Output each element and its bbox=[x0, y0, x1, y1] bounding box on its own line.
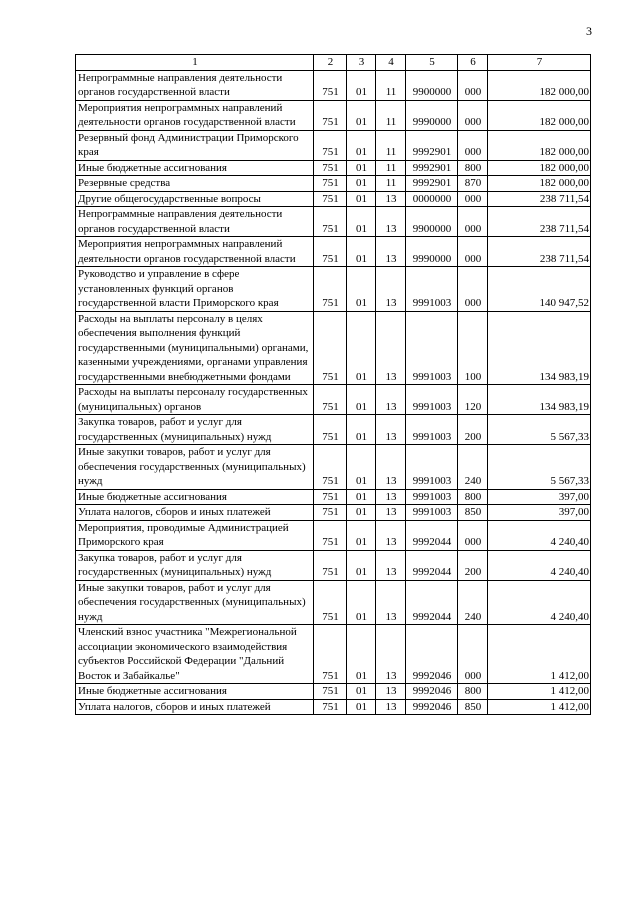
table-row bbox=[76, 176, 591, 192]
row-expense-type-cell: 850 bbox=[458, 505, 488, 521]
table-row bbox=[76, 191, 591, 207]
row-target-cell: 9992046 bbox=[406, 699, 458, 715]
row-name-cell: Уплата налогов, сборов и иных платежей bbox=[76, 699, 314, 715]
row-code-cell: 751 bbox=[314, 520, 347, 550]
row-subsection-cell: 13 bbox=[376, 489, 406, 505]
row-subsection-cell: 13 bbox=[376, 684, 406, 700]
row-target-cell: 9991003 bbox=[406, 505, 458, 521]
table-row bbox=[76, 100, 591, 130]
row-amount-cell: 134 983,19 bbox=[488, 311, 591, 385]
row-amount-cell: 1 412,00 bbox=[488, 625, 591, 684]
row-code-cell: 751 bbox=[314, 580, 347, 625]
row-section-cell: 01 bbox=[347, 311, 376, 385]
row-section-cell: 01 bbox=[347, 70, 376, 100]
row-subsection-cell: 13 bbox=[376, 415, 406, 445]
row-code-cell: 751 bbox=[314, 415, 347, 445]
table-row bbox=[76, 207, 591, 237]
row-subsection-cell: 11 bbox=[376, 130, 406, 160]
row-section-cell: 01 bbox=[347, 191, 376, 207]
row-target-cell: 9991003 bbox=[406, 311, 458, 385]
row-target-cell: 9992046 bbox=[406, 625, 458, 684]
row-amount-cell: 182 000,00 bbox=[488, 130, 591, 160]
row-name-cell: Иные бюджетные ассигнования bbox=[76, 489, 314, 505]
column-header: 5 bbox=[406, 55, 458, 71]
row-amount-cell: 238 711,54 bbox=[488, 237, 591, 267]
column-header: 1 bbox=[76, 55, 314, 71]
row-target-cell: 9991003 bbox=[406, 267, 458, 312]
row-expense-type-cell: 000 bbox=[458, 625, 488, 684]
row-section-cell: 01 bbox=[347, 100, 376, 130]
row-target-cell: 9991003 bbox=[406, 385, 458, 415]
row-subsection-cell: 13 bbox=[376, 311, 406, 385]
row-target-cell: 9992044 bbox=[406, 550, 458, 580]
row-name-cell: Руководство и управление в сфере установленных функций органов государственной власти Приморского края bbox=[76, 267, 314, 312]
page-number: 3 bbox=[586, 24, 592, 38]
row-target-cell: 9991003 bbox=[406, 445, 458, 490]
row-expense-type-cell: 200 bbox=[458, 550, 488, 580]
row-name-cell: Мероприятия непрограммных направлений деятельности органов государственной власти bbox=[76, 237, 314, 267]
row-expense-type-cell: 870 bbox=[458, 176, 488, 192]
row-section-cell: 01 bbox=[347, 520, 376, 550]
table-row bbox=[76, 445, 591, 490]
row-expense-type-cell: 850 bbox=[458, 699, 488, 715]
column-header: 4 bbox=[376, 55, 406, 71]
row-subsection-cell: 11 bbox=[376, 176, 406, 192]
row-subsection-cell: 13 bbox=[376, 550, 406, 580]
row-expense-type-cell: 120 bbox=[458, 385, 488, 415]
row-code-cell: 751 bbox=[314, 684, 347, 700]
row-name-cell: Расходы на выплаты персоналу в целях обеспечения выполнения функций государственными (муниципальными) органами, казенными учреждениями, органами управления государственными внебюджетными фондами bbox=[76, 311, 314, 385]
row-section-cell: 01 bbox=[347, 625, 376, 684]
table-row bbox=[76, 550, 591, 580]
row-code-cell: 751 bbox=[314, 176, 347, 192]
row-name-cell: Иные бюджетные ассигнования bbox=[76, 684, 314, 700]
row-target-cell: 9991003 bbox=[406, 489, 458, 505]
row-subsection-cell: 11 bbox=[376, 70, 406, 100]
row-amount-cell: 5 567,33 bbox=[488, 415, 591, 445]
row-expense-type-cell: 000 bbox=[458, 191, 488, 207]
row-code-cell: 751 bbox=[314, 445, 347, 490]
row-name-cell: Закупка товаров, работ и услуг для государственных (муниципальных) нужд bbox=[76, 415, 314, 445]
row-target-cell: 9990000 bbox=[406, 100, 458, 130]
table-row bbox=[76, 415, 591, 445]
row-expense-type-cell: 100 bbox=[458, 311, 488, 385]
row-code-cell: 751 bbox=[314, 237, 347, 267]
row-subsection-cell: 11 bbox=[376, 100, 406, 130]
row-section-cell: 01 bbox=[347, 130, 376, 160]
row-amount-cell: 182 000,00 bbox=[488, 100, 591, 130]
row-code-cell: 751 bbox=[314, 100, 347, 130]
table-row bbox=[76, 520, 591, 550]
row-section-cell: 01 bbox=[347, 445, 376, 490]
table-row bbox=[76, 267, 591, 312]
row-name-cell: Иные бюджетные ассигнования bbox=[76, 160, 314, 176]
table-header-row bbox=[76, 55, 591, 71]
table-row bbox=[76, 70, 591, 100]
table-row bbox=[76, 130, 591, 160]
row-section-cell: 01 bbox=[347, 237, 376, 267]
row-target-cell: 9900000 bbox=[406, 207, 458, 237]
row-amount-cell: 4 240,40 bbox=[488, 520, 591, 550]
row-name-cell: Непрограммные направления деятельности органов государственной власти bbox=[76, 70, 314, 100]
row-name-cell: Иные закупки товаров, работ и услуг для обеспечения государственных (муниципальных) нужд bbox=[76, 580, 314, 625]
row-expense-type-cell: 240 bbox=[458, 445, 488, 490]
row-name-cell: Другие общегосударственные вопросы bbox=[76, 191, 314, 207]
row-name-cell: Резервные средства bbox=[76, 176, 314, 192]
row-name-cell: Мероприятия, проводимые Администрацией Приморского края bbox=[76, 520, 314, 550]
row-subsection-cell: 13 bbox=[376, 625, 406, 684]
row-section-cell: 01 bbox=[347, 580, 376, 625]
row-code-cell: 751 bbox=[314, 160, 347, 176]
row-subsection-cell: 13 bbox=[376, 385, 406, 415]
column-header: 3 bbox=[347, 55, 376, 71]
table-row bbox=[76, 311, 591, 385]
row-amount-cell: 238 711,54 bbox=[488, 191, 591, 207]
row-target-cell: 9992044 bbox=[406, 580, 458, 625]
table-row bbox=[76, 505, 591, 521]
table-row bbox=[76, 489, 591, 505]
row-section-cell: 01 bbox=[347, 160, 376, 176]
row-section-cell: 01 bbox=[347, 267, 376, 312]
row-section-cell: 01 bbox=[347, 505, 376, 521]
row-code-cell: 751 bbox=[314, 311, 347, 385]
row-subsection-cell: 13 bbox=[376, 207, 406, 237]
row-code-cell: 751 bbox=[314, 489, 347, 505]
row-expense-type-cell: 000 bbox=[458, 207, 488, 237]
row-code-cell: 751 bbox=[314, 130, 347, 160]
row-amount-cell: 238 711,54 bbox=[488, 207, 591, 237]
row-target-cell: 9992901 bbox=[406, 176, 458, 192]
row-name-cell: Закупка товаров, работ и услуг для государственных (муниципальных) нужд bbox=[76, 550, 314, 580]
row-amount-cell: 182 000,00 bbox=[488, 160, 591, 176]
row-code-cell: 751 bbox=[314, 267, 347, 312]
row-expense-type-cell: 800 bbox=[458, 684, 488, 700]
table-row bbox=[76, 237, 591, 267]
row-subsection-cell: 13 bbox=[376, 445, 406, 490]
row-name-cell: Непрограммные направления деятельности органов государственной власти bbox=[76, 207, 314, 237]
row-section-cell: 01 bbox=[347, 415, 376, 445]
table-row bbox=[76, 625, 591, 684]
row-amount-cell: 134 983,19 bbox=[488, 385, 591, 415]
row-amount-cell: 4 240,40 bbox=[488, 580, 591, 625]
row-amount-cell: 1 412,00 bbox=[488, 699, 591, 715]
row-amount-cell: 397,00 bbox=[488, 489, 591, 505]
row-section-cell: 01 bbox=[347, 489, 376, 505]
row-code-cell: 751 bbox=[314, 699, 347, 715]
row-subsection-cell: 13 bbox=[376, 520, 406, 550]
row-target-cell: 9992901 bbox=[406, 130, 458, 160]
row-section-cell: 01 bbox=[347, 207, 376, 237]
row-target-cell: 9992046 bbox=[406, 684, 458, 700]
row-target-cell: 9990000 bbox=[406, 237, 458, 267]
row-name-cell: Иные закупки товаров, работ и услуг для обеспечения государственных (муниципальных) нужд bbox=[76, 445, 314, 490]
row-section-cell: 01 bbox=[347, 385, 376, 415]
row-subsection-cell: 13 bbox=[376, 191, 406, 207]
row-amount-cell: 4 240,40 bbox=[488, 550, 591, 580]
row-expense-type-cell: 000 bbox=[458, 130, 488, 160]
row-amount-cell: 182 000,00 bbox=[488, 176, 591, 192]
row-name-cell: Мероприятия непрограммных направлений деятельности органов государственной власти bbox=[76, 100, 314, 130]
row-target-cell: 9900000 bbox=[406, 70, 458, 100]
row-target-cell: 9991003 bbox=[406, 415, 458, 445]
row-section-cell: 01 bbox=[347, 550, 376, 580]
row-amount-cell: 182 000,00 bbox=[488, 70, 591, 100]
table-row bbox=[76, 385, 591, 415]
table-row bbox=[76, 684, 591, 700]
table-row bbox=[76, 699, 591, 715]
row-subsection-cell: 13 bbox=[376, 237, 406, 267]
row-subsection-cell: 11 bbox=[376, 160, 406, 176]
row-name-cell: Уплата налогов, сборов и иных платежей bbox=[76, 505, 314, 521]
row-expense-type-cell: 240 bbox=[458, 580, 488, 625]
row-code-cell: 751 bbox=[314, 625, 347, 684]
row-expense-type-cell: 200 bbox=[458, 415, 488, 445]
row-subsection-cell: 13 bbox=[376, 267, 406, 312]
row-expense-type-cell: 000 bbox=[458, 267, 488, 312]
row-expense-type-cell: 800 bbox=[458, 489, 488, 505]
row-code-cell: 751 bbox=[314, 191, 347, 207]
row-expense-type-cell: 000 bbox=[458, 70, 488, 100]
row-expense-type-cell: 000 bbox=[458, 520, 488, 550]
row-amount-cell: 5 567,33 bbox=[488, 445, 591, 490]
row-code-cell: 751 bbox=[314, 70, 347, 100]
row-amount-cell: 140 947,52 bbox=[488, 267, 591, 312]
row-code-cell: 751 bbox=[314, 550, 347, 580]
row-subsection-cell: 13 bbox=[376, 505, 406, 521]
row-subsection-cell: 13 bbox=[376, 580, 406, 625]
row-subsection-cell: 13 bbox=[376, 699, 406, 715]
budget-table bbox=[75, 54, 591, 715]
row-code-cell: 751 bbox=[314, 385, 347, 415]
row-code-cell: 751 bbox=[314, 505, 347, 521]
table-row bbox=[76, 160, 591, 176]
row-amount-cell: 397,00 bbox=[488, 505, 591, 521]
row-section-cell: 01 bbox=[347, 684, 376, 700]
row-target-cell: 9992901 bbox=[406, 160, 458, 176]
row-expense-type-cell: 800 bbox=[458, 160, 488, 176]
row-name-cell: Членский взнос участника "Межрегиональной ассоциации экономического взаимодействия субъектов Российской Федерации "Дальний Восток и Забайкалье" bbox=[76, 625, 314, 684]
row-name-cell: Расходы на выплаты персоналу государственных (муниципальных) органов bbox=[76, 385, 314, 415]
row-code-cell: 751 bbox=[314, 207, 347, 237]
column-header: 7 bbox=[488, 55, 591, 71]
row-section-cell: 01 bbox=[347, 176, 376, 192]
row-name-cell: Резервный фонд Администрации Приморского края bbox=[76, 130, 314, 160]
row-expense-type-cell: 000 bbox=[458, 100, 488, 130]
column-header: 6 bbox=[458, 55, 488, 71]
table-row bbox=[76, 580, 591, 625]
row-target-cell: 9992044 bbox=[406, 520, 458, 550]
row-amount-cell: 1 412,00 bbox=[488, 684, 591, 700]
row-section-cell: 01 bbox=[347, 699, 376, 715]
row-target-cell: 0000000 bbox=[406, 191, 458, 207]
row-expense-type-cell: 000 bbox=[458, 237, 488, 267]
column-header: 2 bbox=[314, 55, 347, 71]
